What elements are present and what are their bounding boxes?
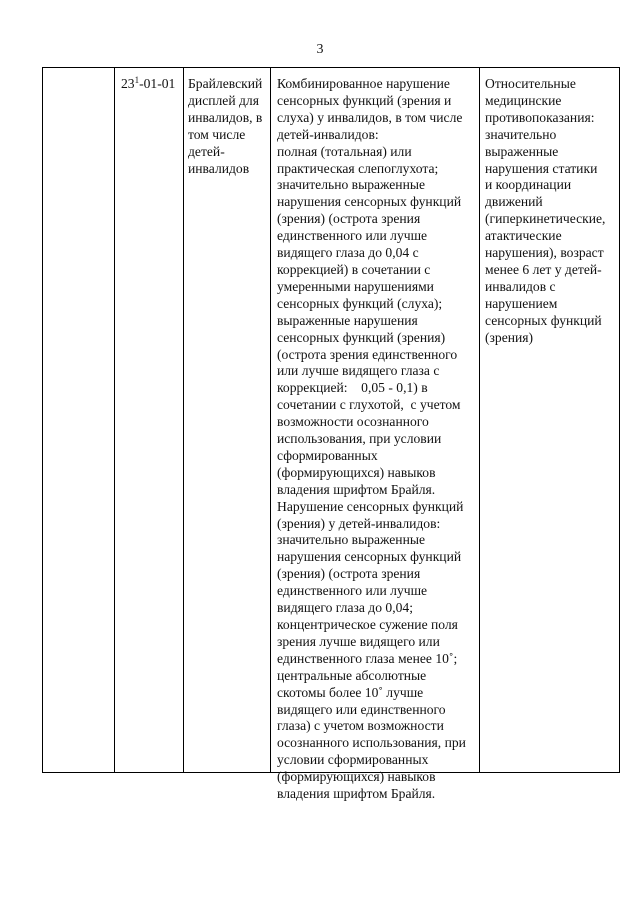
indications-line: сенсорных функций (зрения)	[277, 329, 446, 345]
indications-line: (зрения) (острота зрения	[277, 211, 421, 227]
item-name-line: инвалидов	[188, 160, 250, 176]
indications-line: значительно выраженные	[277, 532, 426, 548]
indications-line: осознанного использования, при	[277, 735, 466, 751]
contraindications-line: движений	[485, 194, 543, 210]
indications-line: видящего или единственного	[277, 701, 446, 717]
indications-line: (формирующихся) навыков	[277, 464, 436, 480]
indications-line: сочетании с глухотой, с учетом	[277, 397, 461, 413]
contraindications-line: (зрения)	[485, 329, 534, 345]
indications-line: Комбинированное нарушение	[277, 76, 450, 91]
indications-line: полная (тотальная) или	[277, 143, 412, 159]
contraindications-cell	[485, 76, 605, 347]
item-name-cell	[188, 76, 262, 177]
item-name-line: том числе	[188, 126, 246, 142]
indications-line: практическая слепоглухота;	[277, 160, 439, 176]
item-code-cell	[121, 76, 175, 93]
indications-line: условии сформированных	[277, 752, 429, 768]
contraindications-line: (гиперкинетические,	[485, 211, 606, 227]
column-divider	[479, 68, 480, 772]
item-name-line: дисплей для	[188, 92, 259, 108]
contraindications-line: и координации	[485, 177, 572, 193]
page-number: 3	[316, 42, 324, 57]
indications-line: использования, при условии	[277, 431, 442, 447]
indications-line: возможности осознанного	[277, 414, 429, 430]
contraindications-line: медицинские	[485, 92, 562, 108]
indications-line: коррекцией) в сочетании с	[277, 261, 431, 277]
indications-line: скотомы более 10˚ лучше	[277, 684, 424, 700]
indications-line: единственного или лучше	[277, 583, 428, 599]
item-code-suffix: -01-01	[139, 76, 176, 91]
item-name-line: детей-	[188, 143, 225, 159]
indications-line: (зрения) у детей-инвалидов:	[277, 515, 441, 531]
indications-line: концентрическое сужение поля	[277, 617, 458, 632]
indications-line: сформированных	[277, 447, 378, 463]
contraindications-line: противопоказания:	[485, 109, 595, 125]
contraindications-line: менее 6 лет у детей-	[485, 261, 602, 277]
indications-line: детей-инвалидов:	[277, 126, 379, 142]
contraindications-line: выраженные	[485, 143, 559, 159]
indications-line: зрения лучше видящего или	[277, 633, 440, 649]
item-name-line: Брайлевский	[188, 76, 263, 91]
indications-line: сенсорных функций (зрения и	[277, 92, 452, 108]
column-divider	[183, 68, 184, 772]
contraindications-line: значительно	[485, 126, 557, 142]
column-divider	[270, 68, 271, 772]
item-code-superscript: 1	[134, 75, 140, 85]
indications-line: нарушения сенсорных функций	[277, 194, 462, 210]
item-code-prefix: 23	[121, 76, 135, 91]
contraindications-line: сенсорных функций	[485, 312, 602, 328]
contraindications-line: атактические	[485, 228, 562, 244]
indications-line: владения шрифтом Брайля.	[277, 481, 436, 497]
column-divider	[114, 68, 115, 772]
contraindications-line: нарушения статики	[485, 160, 598, 176]
indications-line: выраженные нарушения	[277, 312, 418, 328]
item-name-line: инвалидов, в	[188, 109, 263, 125]
indications-line: единственного или лучше	[277, 228, 428, 244]
indications-line: видящего глаза до 0,04 с	[277, 245, 419, 261]
indications-line: Нарушение сенсорных функций	[277, 498, 464, 514]
indications-line: (формирующихся) навыков	[277, 769, 436, 785]
indications-line: центральные абсолютные	[277, 667, 427, 683]
indications-line: слуха) у инвалидов, в том числе	[277, 109, 463, 125]
contraindications-line: инвалидов с	[485, 278, 556, 294]
indications-line: владения шрифтом Брайля.	[277, 786, 436, 802]
indications-line: значительно выраженные	[277, 177, 426, 193]
indications-line: умеренными нарушениями	[277, 278, 434, 294]
indications-line: коррекцией: 0,05 - 0,1) в	[277, 380, 428, 396]
contraindications-line: нарушения), возраст	[485, 245, 604, 261]
indications-line: (острота зрения единственного	[277, 346, 458, 362]
indications-line: видящего глаза до 0,04;	[277, 600, 413, 616]
indications-line: единственного глаза менее 10˚;	[277, 650, 458, 666]
indications-line: или лучше видящего глаза с	[277, 363, 440, 379]
contraindications-line: нарушением	[485, 295, 558, 311]
contraindications-line: Относительные	[485, 76, 576, 91]
indications-line: глаза) с учетом возможности	[277, 718, 444, 734]
indications-line: сенсорных функций (слуха);	[277, 295, 443, 311]
classification-table	[42, 67, 620, 802]
indications-line: (зрения) (острота зрения	[277, 566, 421, 582]
indications-line: нарушения сенсорных функций	[277, 549, 462, 565]
indications-cell	[277, 76, 466, 803]
